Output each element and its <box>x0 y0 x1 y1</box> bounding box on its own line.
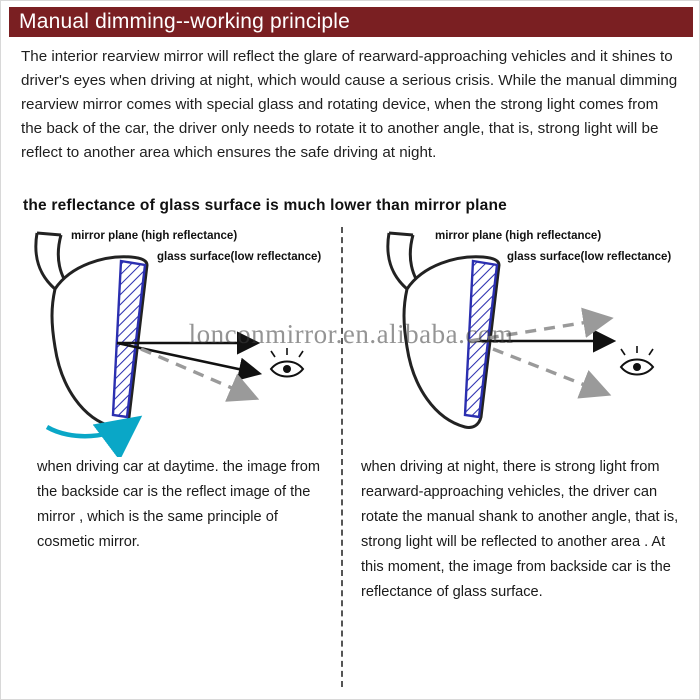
label-glass-surface-left: glass surface(low reflectance) <box>157 251 322 263</box>
label-glass-surface-right: glass surface(low reflectance) <box>507 251 672 263</box>
section-subheading: the reflectance of glass surface is much lower than mirror plane <box>23 197 507 214</box>
title-bar <box>9 7 693 37</box>
intro-paragraph: The interior rearview mirror will reflect the glare of rearward-approaching vehicles and it shines to driver's eyes when driving at night, which would cause a serious crisis. While the manual dimming rearview mirror comes with special glass and rotating device, when the strong light comes from the back of the car, the driver only needs to rotate it to another angle, that is, strong light will be reflect to another area which ensures the safe driving at night. <box>21 48 678 161</box>
diagram-right <box>353 227 683 689</box>
caption-left: when driving car at daytime. the image from the backside car is the reflect image of the mirror , which is the same principle of cosmetic mirror. <box>37 459 321 550</box>
label-mirror-plane-right: mirror plane (high reflectance) <box>435 230 602 242</box>
label-mirror-plane-left: mirror plane (high reflectance) <box>71 230 238 242</box>
watermark: lonconmirror.en.alibaba.com <box>188 319 514 349</box>
caption-right: when driving at night, there is strong light from rearward-approaching vehicles, the driver can rotate the manual shank to another angle, that is, strong light will be reflected to another area . At this moment, the image from backside car is the reflectance of glass surface. <box>361 459 679 600</box>
page-title: Manual dimming--working principle <box>19 10 351 33</box>
panel-divider <box>341 227 343 687</box>
diagram-left <box>9 227 339 689</box>
